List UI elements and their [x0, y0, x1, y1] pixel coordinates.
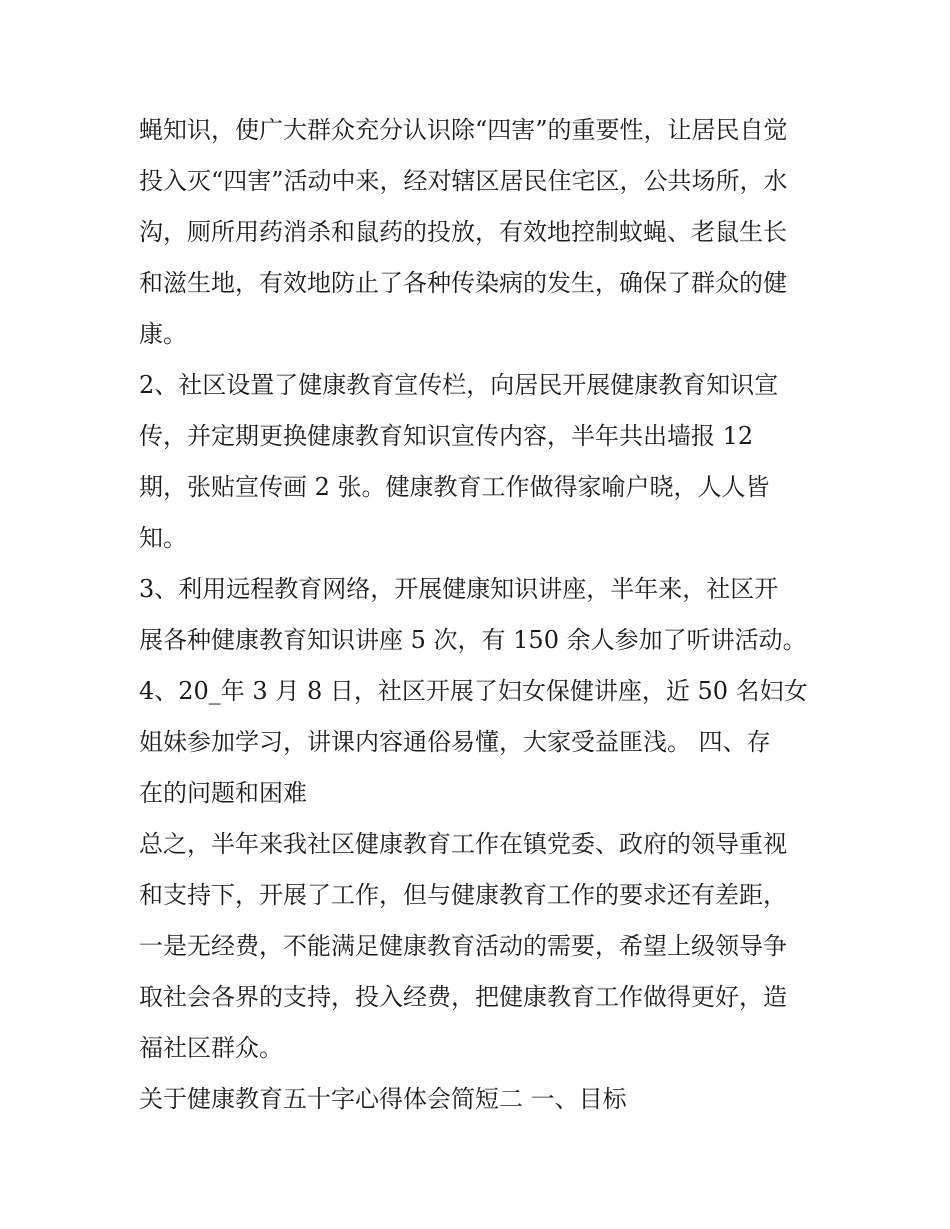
section-heading-line: 关于健康教育五十字心得体会简短二 一、目标 [139, 1085, 627, 1113]
text-line: 康。 [139, 320, 187, 348]
text-line: 福社区群众。 [139, 1034, 283, 1062]
document-body [139, 105, 819, 1125]
text-line: 期，张贴宣传画 2 张。健康教育工作做得家喻户晓，人人皆 [139, 473, 770, 501]
text-line: 知。 [139, 524, 187, 552]
text-line: 一是无经费，不能满足健康教育活动的需要，希望上级领导争 [139, 932, 787, 960]
text-line: 4、20_年 3 月 8 日，社区开展了妇女保健讲座，近 50 名妇女 [139, 677, 808, 705]
text-line: 2、社区设置了健康教育宣传栏，向居民开展健康教育知识宣 [139, 371, 779, 399]
text-line: 和滋生地，有效地防止了各种传染病的发生，确保了群众的健 [139, 269, 787, 297]
text-line: 传，并定期更换健康教育知识宣传内容，半年共出墙报 12 [139, 422, 754, 450]
text-line: 和支持下，开展了工作，但与健康教育工作的要求还有差距， [139, 881, 787, 909]
text-line: 投入灭“四害”活动中来，经对辖区居民住宅区，公共场所，水 [139, 167, 788, 195]
text-line: 沟，厕所用药消杀和鼠药的投放，有效地控制蚊蝇、老鼠生长 [139, 218, 787, 246]
text-line: 展各种健康教育知识讲座 5 次，有 150 余人参加了听讲活动。 [139, 626, 807, 654]
text-line: 总之，半年来我社区健康教育工作在镇党委、政府的领导重视 [139, 830, 787, 858]
text-line: 蝇知识，使广大群众充分认识除“四害”的重要性，让居民自觉 [139, 116, 788, 144]
text-line: 姐妹参加学习，讲课内容通俗易懂，大家受益匪浅。 四、存 [139, 728, 771, 756]
text-line: 取社会各界的支持，投入经费，把健康教育工作做得更好，造 [139, 983, 787, 1011]
text-line: 在的问题和困难 [139, 779, 307, 807]
text-line: 3、利用远程教育网络，开展健康知识讲座，半年来，社区开 [139, 575, 779, 603]
